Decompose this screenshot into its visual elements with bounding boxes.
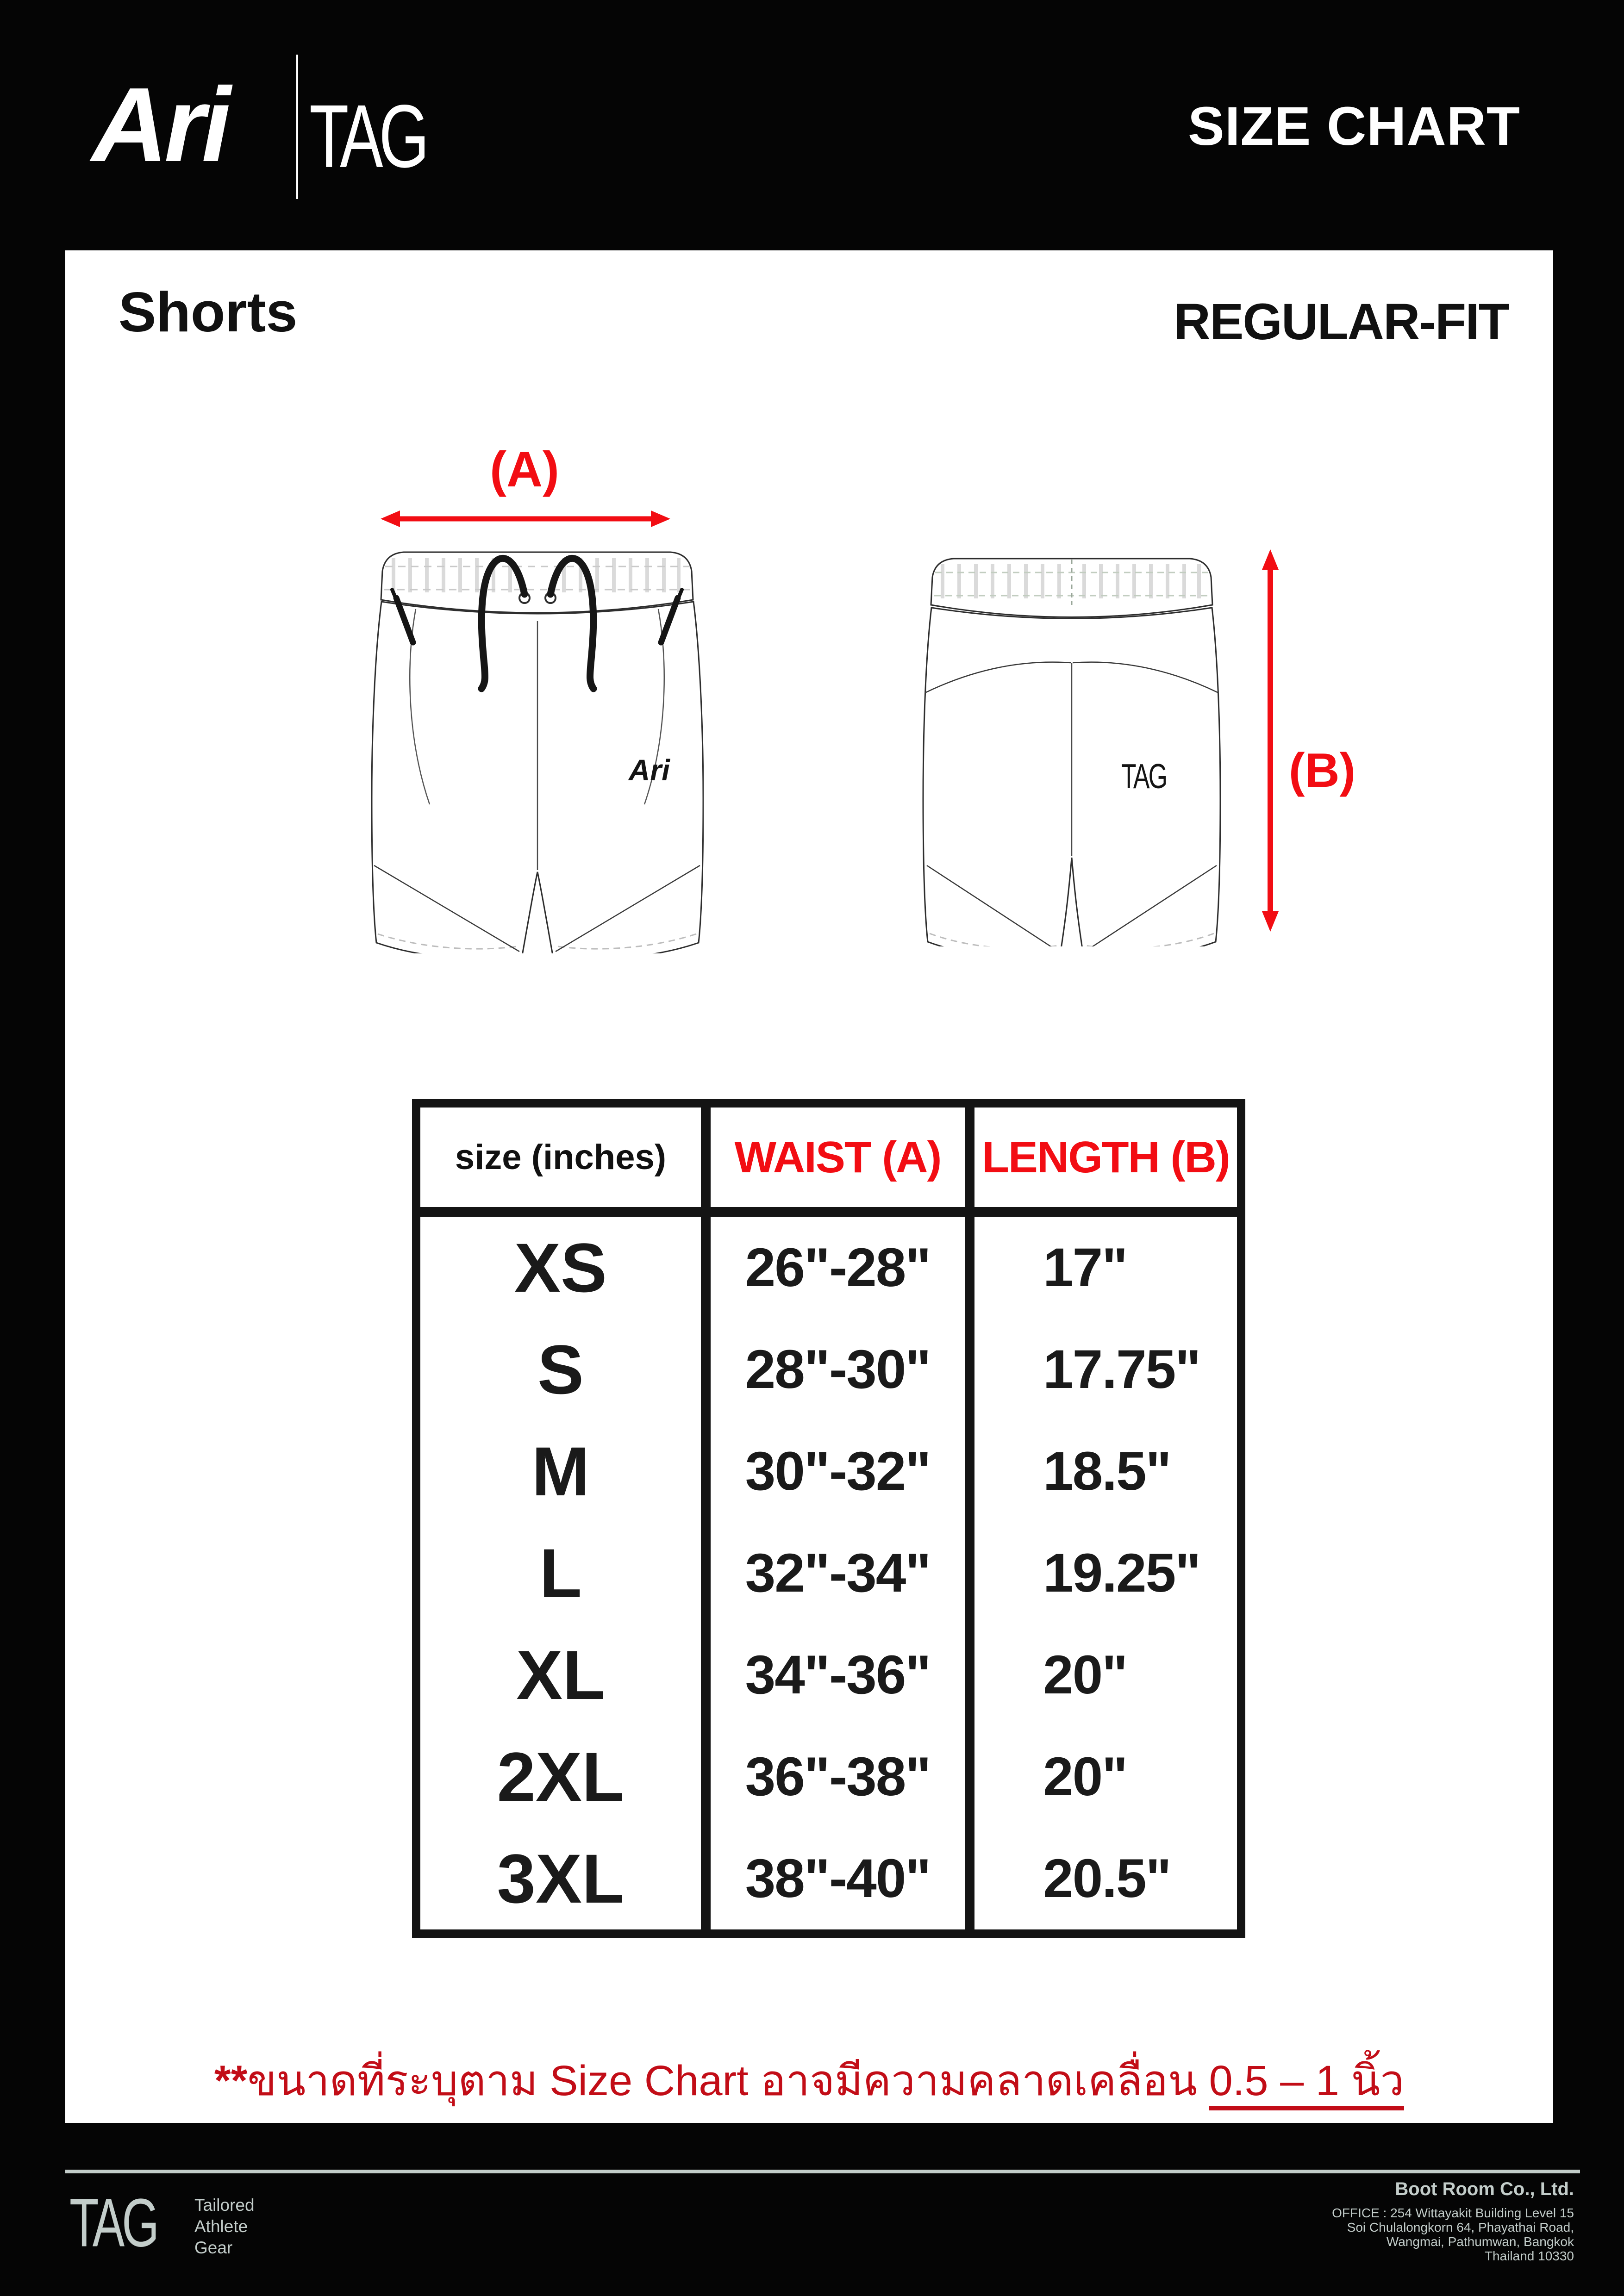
size-table: [412, 1099, 1245, 1938]
product-title: Shorts: [119, 280, 298, 343]
note-text: ขนาดที่ระบุตาม Size Chart อาจมีความคลาดเคลื่อน: [247, 2057, 1209, 2104]
size-value: 3XL: [497, 1840, 625, 1917]
waist-value: 30"-32": [745, 1441, 931, 1502]
footer-divider-line: [65, 2170, 1580, 2173]
footer-address: OFFICE : 254 Wittayakit Building Level 15 Soi Chulalongkorn 64, Phayathai Road, Wangmai, Pathumwan, Bangkok Thailand 10330: [1332, 2206, 1574, 2263]
length-column: [974, 1217, 1237, 1929]
shorts-back-drawing: [921, 553, 1222, 946]
size-column-header: size (inches): [420, 1108, 701, 1207]
tag-brand-logo: TAG: [309, 86, 425, 187]
footer-tag-logo: TAG: [69, 2185, 157, 2262]
length-value: 17.75": [1043, 1339, 1200, 1400]
length-value: 19.25": [1043, 1543, 1200, 1604]
waist-value: 28"-30": [745, 1339, 931, 1400]
length-value: 20.5": [1043, 1848, 1171, 1909]
size-value: S: [537, 1331, 584, 1408]
size-value: XS: [514, 1229, 607, 1307]
waist-value: 34"-36": [745, 1644, 931, 1705]
footer-company-name: Boot Room Co., Ltd.: [1395, 2179, 1574, 2199]
size-table-header: [420, 1108, 1237, 1207]
length-dimension-label: (B): [1288, 744, 1356, 797]
tolerance-note: [65, 2054, 1553, 2108]
size-value: M: [531, 1432, 590, 1510]
length-arrow-icon: [1258, 548, 1282, 933]
length-value: 17": [1043, 1237, 1127, 1298]
waist-column: [711, 1217, 965, 1929]
footer-company-block: [1332, 2178, 1574, 2263]
waist-column-header: WAIST (A): [711, 1108, 965, 1207]
size-value: L: [539, 1534, 582, 1612]
back-shorts-tag-logo: TAG: [1121, 756, 1167, 796]
waist-value: 38"-40": [745, 1848, 931, 1909]
length-value: 20": [1043, 1644, 1127, 1705]
shorts-front-drawing: [370, 546, 704, 953]
page-title: SIZE CHART: [1188, 96, 1520, 157]
footer-tagline: Tailored Athlete Gear: [194, 2196, 255, 2257]
note-prefix: **: [214, 2057, 248, 2104]
width-dimension-label: (A): [490, 441, 559, 497]
content-sheet: [65, 250, 1553, 2123]
length-value: 18.5": [1043, 1441, 1171, 1502]
note-tolerance-range: 0.5 – 1 นิ้ว: [1209, 2057, 1404, 2110]
front-shorts-ari-logo: Ari: [629, 753, 670, 787]
size-table-body: [420, 1217, 1237, 1929]
fit-label: REGULAR-FIT: [1174, 293, 1509, 350]
size-column: [420, 1217, 701, 1929]
size-value: 2XL: [497, 1738, 625, 1816]
length-column-header: LENGTH (B): [974, 1108, 1237, 1207]
logo-divider: [296, 55, 298, 199]
width-arrow-icon: [380, 507, 671, 531]
waist-value: 36"-38": [745, 1746, 931, 1807]
waist-value: 32"-34": [745, 1543, 931, 1604]
size-value: XL: [516, 1636, 605, 1714]
header-divider: [420, 1207, 1237, 1217]
ari-brand-logo: Ari: [92, 66, 227, 184]
waist-value: 26"-28": [745, 1237, 931, 1298]
length-value: 20": [1043, 1746, 1127, 1807]
